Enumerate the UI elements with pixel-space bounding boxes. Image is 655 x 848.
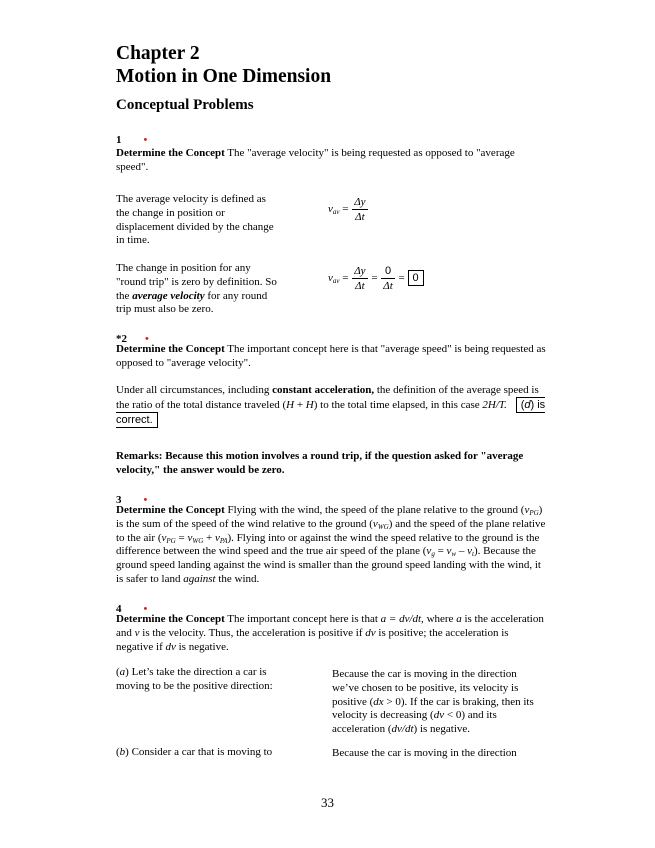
t4: ). Flying into or against the wind the speed relative to the ground is the difference between the wind speed and the true air speed of the plane ( [116,531,540,558]
t3: is the acceleration and [116,613,544,639]
problem-2-concept [116,343,546,371]
eq-equals: = [371,272,378,285]
answer-letter: d [524,399,531,411]
problem-1-left-1: The average velocity is defined as the change in position or displacement divided by the change in time. [116,193,274,247]
problem-1-left-2 [116,262,281,317]
eq-den: Δt [383,280,393,292]
chapter-heading [116,42,331,88]
problem-number: 4 [116,603,122,615]
t1: The important concept here is that [224,613,381,625]
eq-den: Δt [355,211,365,223]
problem-number: 1 [116,134,122,146]
eq-sub: av [332,208,340,217]
problem-number: 3 [116,494,122,506]
vw: v [446,545,452,558]
dv1: dv [365,626,376,639]
concept-label: Determine the Concept [116,147,225,159]
level-dot-icon: • [143,494,148,506]
body-a: Under all circumstances, including [116,384,273,396]
level-dot-icon: • [145,333,149,345]
eq-fraction-1 [352,265,367,292]
problem-1-header [116,130,147,148]
concept-label: Determine the Concept [116,504,225,516]
answer-rest: ) is correct. [116,399,546,426]
problem-4a-right [332,668,544,737]
eq-v: v [328,272,333,285]
chapter-number: Chapter 2 [116,43,200,64]
v-wg: v [372,517,378,530]
problem-2-body [116,383,546,428]
body-bold: constant acceleration, [272,384,375,396]
eq-num: Δy [354,196,366,208]
problem-4b-left: (b) Consider a car that is moving to [116,746,273,758]
t6: the wind. [215,572,260,585]
remarks-text: : Because this motion involves a round trip, if the question asked for "average velocity," the answer would be zero. [116,450,524,476]
vg: v [426,545,432,558]
eq-plus: + [203,531,215,544]
part-label: a [119,666,126,678]
vg-mid: = [434,545,447,558]
t2: where [423,613,457,625]
minus: – [456,545,468,558]
right-4: ) is negative. [413,723,471,736]
eq-zero: 0 [381,265,395,279]
concept-text: The "average velocity" is being requested as opposed to "average speed". [116,147,515,173]
body-h1: H [286,399,295,411]
eq-b: v [187,531,193,544]
t3: ) and the speed of the plane relative to the air ( [116,517,546,544]
eq-c: v [214,531,220,544]
eq-equals: = [342,203,349,216]
a-eq: a = dv/dt, [380,613,424,625]
sub-pg: PG [529,509,539,517]
eq-a: v [161,531,167,544]
problem-2-remarks [116,450,546,478]
body-case: 2H/T. [482,399,507,411]
eq-den: Δt [355,280,365,292]
answer-paren: ( [520,399,525,411]
level-dot-icon: • [143,134,148,146]
sub-wg: WG [377,522,389,531]
left2-b: for any round trip must also be zero. [116,289,268,316]
chapter-title: Motion in One Dimension [116,66,332,87]
t6: is negative. [175,640,229,653]
vw-sub: w [451,550,457,559]
eq-c-sub: PA [219,536,228,545]
problem-3-body [116,504,546,587]
right-1: Because the car is moving in the direction we’ve chosen to be positive, its velocity is positive ( [332,668,519,708]
eq-a-sub: PG [166,536,176,545]
body-b: the definition of the average speed is the ratio of the total distance traveled ( [116,384,539,411]
eq-equals: = [398,272,405,285]
body-h2: H [305,399,314,411]
dx: dx [373,695,384,708]
concept-label: Determine the Concept [116,613,225,625]
concept-label: Determine the Concept [116,343,225,355]
eq-equals: = [342,272,349,285]
t2: ) is the sum of the speed of the wind relative to the ground ( [116,504,543,530]
vt: v [467,545,472,558]
t4: is the velocity. Thus, the acceleration is positive if [139,626,366,639]
eq-mid: = [175,531,188,544]
t5: ). Because the ground speed landing against the wind is smaller than the ground speed landing with the wind, it is safer to land [116,545,541,585]
right-2: > 0). If the car is braking, then its velocity is decreasing ( [332,695,534,722]
a-var: a [456,613,462,625]
v-pg: v [524,504,530,516]
problem-4-concept [116,613,546,654]
avg-velocity-equation [328,196,369,223]
eq-v: v [328,203,333,216]
v-var: v [134,626,140,639]
t1: Flying with the wind, the speed of the plane relative to the ground ( [224,504,525,516]
eq-num: Δy [354,265,366,277]
t5: is positive; the acceleration is negative if [116,626,509,653]
part-label: b [119,746,126,758]
concept-text: The important concept here is that "average speed" is being requested as opposed to "average velocity". [116,343,546,369]
remarks-label: Remarks [116,450,159,462]
vt-sub: t [471,550,474,559]
part-a-text: Let’s take the direction a car is moving to be the positive direction: [116,666,273,692]
left2-a: The change in position for any "round trip" is zero by definition. So the [116,262,277,302]
page-number: 33 [321,795,334,810]
dv2: dv [165,640,176,653]
section-heading: Conceptual Problems [116,97,254,113]
em-against: against [183,572,216,585]
eq-fraction [352,196,367,223]
problem-1-concept [116,147,546,175]
body-plus: + [294,399,306,411]
dvdt: dv/dt [391,723,414,736]
part-b-text: Consider a car that is moving to [128,746,273,758]
problem-number: *2 [116,333,127,345]
eq-fraction-2 [381,265,395,292]
boxed-answer: 0 [408,270,424,286]
right-3: < 0) and its acceleration ( [332,709,497,736]
dv3: dv [433,709,445,722]
problem-4b-right: Because the car is moving in the direction [332,747,517,759]
body-c: ) to the total time elapsed, in this case [313,399,483,411]
eq-b-sub: WG [192,536,204,545]
eq-sub: av [332,277,340,286]
vg-sub: g [431,550,435,559]
problem-4a-left: (a) Let’s take the direction a car is moving to be the positive direction: [116,666,273,692]
round-trip-equation [328,265,424,292]
left2-em: average velocity [132,289,205,302]
level-dot-icon: • [143,603,148,615]
